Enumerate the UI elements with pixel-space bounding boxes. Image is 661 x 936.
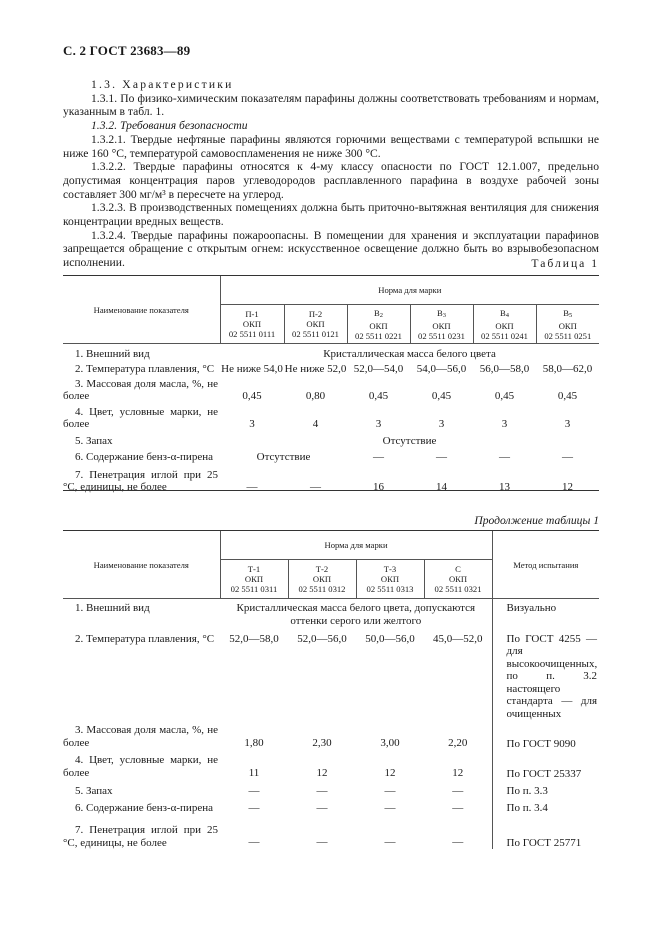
table-cell: — (316, 802, 328, 814)
okp-label: ОКП (380, 574, 400, 584)
paragraph: 1.3.2.4. Твердые парафины пожароопасны. В помещении для хранения и эксплуатации парафинов запрещается обращение с открытым огнем: искусственное освещение должно быть во взрывобезопасном исполнении. (63, 228, 599, 270)
column-header-name: Наименование показателя (63, 276, 220, 344)
table-cell: — (384, 802, 396, 814)
table-caption: Таблица 1 (531, 257, 599, 270)
table-row (63, 599, 599, 633)
grade-mark: С (455, 564, 461, 574)
grade-code: 02 5511 0241 (481, 330, 528, 341)
grade-mark: В (563, 307, 570, 318)
table-cell: — (436, 450, 447, 463)
okp-label: ОКП (312, 574, 332, 584)
grade-mark: Т-3 (383, 564, 397, 574)
grade-header (220, 305, 284, 344)
paragraph: 1.3.2.1. Твердые нефтяные парафины являются горючими веществами с температурой вспышки не ниже 160 °С, температурой самовоспламенения не ниже 300 °С. (63, 132, 599, 160)
cell-span: Отсутствие (256, 450, 311, 463)
table-cell: — (384, 836, 396, 848)
grade-code: 02 5511 0111 (228, 329, 276, 339)
cell-span: Кристаллическая масса белого цвета, допускаются оттенки серого или желтого (236, 602, 476, 627)
grade-code: 02 5511 0221 (355, 330, 402, 341)
grade-subscript: 5 (569, 311, 573, 319)
table-cell: — (452, 785, 464, 797)
table-cell: — (452, 802, 464, 814)
table-row (63, 780, 599, 799)
table-cell: Не ниже 54,0 (221, 362, 283, 375)
grade-code: 02 5511 0312 (298, 584, 346, 594)
grade-header (284, 305, 347, 344)
table-row (63, 361, 599, 378)
table-cell: 12 (452, 767, 464, 779)
table-cell: — (373, 450, 384, 463)
okp-label: ОКП (242, 319, 262, 329)
okp-label: ОКП (244, 574, 264, 584)
row-label: 7. Пенетрация иглой при 25 °С, единицы, не более (63, 824, 218, 849)
table-cell: 50,0—56,0 (365, 632, 415, 645)
table-cell: — (562, 450, 574, 463)
table-cell: 3,00 (380, 737, 400, 749)
grade-header (410, 305, 473, 344)
table-cell: 13 (499, 480, 510, 493)
okp-label: ОКП (558, 320, 577, 331)
okp-label: ОКП (495, 320, 514, 331)
table-cell: 11 (248, 767, 260, 779)
column-group-header: Норма для марки (220, 276, 599, 305)
paragraph: 1.3.2.2. Твердые парафины относятся к 4-му классу опасности по ГОСТ 12.1.007, предельно допустимая концентрация паров углеводородов расплавленного парафина в воздухе рабочей зоны составляет 300 мг/м³ в пересчете на углерод. (63, 160, 599, 201)
table-cell: 14 (436, 480, 447, 493)
table-row (63, 378, 599, 403)
table-cell: 16 (373, 480, 384, 493)
grade-header (473, 305, 536, 344)
table-row (63, 431, 599, 448)
paragraph: 1.3.1. По физико-химическим показателям парафины должны соответствовать требованиям и нормам, указанным в табл. 1. (63, 91, 599, 119)
table-cell: 0,80 (305, 389, 326, 402)
body-text (63, 78, 599, 270)
table-cell: — (316, 836, 328, 848)
table-cell: 52,0—54,0 (353, 362, 404, 375)
table-row (63, 819, 599, 849)
table-cell: — (248, 836, 260, 848)
method-cell: По ГОСТ 25771 (492, 819, 599, 849)
grade-mark: П-1 (245, 309, 259, 319)
table-cell: — (499, 450, 510, 463)
okp-label: ОКП (306, 319, 325, 329)
grade-mark: В (437, 307, 443, 318)
table-cell: 0,45 (368, 389, 389, 402)
table-caption: Продолжение таблицы 1 (474, 514, 599, 527)
grade-code: 02 5511 0313 (366, 584, 414, 594)
table-1-continued (63, 531, 599, 849)
column-header-method: Метод испытания (492, 531, 599, 599)
section-heading: 1.3. Характеристики (91, 78, 234, 91)
table-row (63, 750, 599, 780)
table-cell: 54,0—56,0 (416, 362, 467, 375)
row-label: 4. Цвет, условные марки, не более (63, 754, 218, 779)
grade-code: 02 5511 0231 (418, 330, 465, 341)
table-cell: 3 (438, 417, 445, 430)
table-row (63, 448, 599, 465)
grade-mark: П-2 (308, 309, 323, 319)
grade-mark: Т-2 (315, 564, 329, 574)
grade-header (347, 305, 410, 344)
row-label: 5. Запах (75, 434, 113, 447)
table-bottom-rule (63, 490, 599, 491)
grade-header (424, 560, 492, 599)
table-cell: — (452, 836, 464, 848)
table-cell: 52,0—58,0 (229, 632, 279, 645)
table-cell: — (384, 785, 396, 797)
section-heading: 1.3.2. Требования безопасности (91, 119, 248, 133)
table-cell: 12 (562, 480, 574, 493)
table-cell: 56,0—58,0 (479, 362, 530, 375)
row-label: 1. Внешний вид (75, 348, 150, 360)
okp-label: ОКП (432, 320, 451, 331)
row-label: 6. Содержание бенз-α-пирена (75, 450, 213, 463)
table-cell: 0,45 (242, 389, 262, 402)
column-header-name: Наименование показателя (63, 531, 220, 599)
table-cell: 0,45 (431, 389, 452, 402)
table-cell: 3 (564, 417, 571, 430)
cell-span: Отсутствие (382, 434, 437, 447)
cell-span: Кристаллическая масса белого цвета (323, 348, 496, 360)
paragraph: 1.3.2.3. В производственных помещениях должна быть приточно-вытяжная вентиляция для снижения концентрации вредных веществ. (63, 201, 599, 229)
row-label: 1. Внешний вид (75, 602, 150, 614)
row-label: 6. Содержание бенз-α-пирена (75, 802, 213, 814)
grade-code: 02 5511 0321 (434, 584, 482, 594)
table-cell: 58,0—62,0 (542, 362, 593, 375)
grade-subscript: 4 (505, 311, 509, 319)
method-cell: По п. 3.4 (492, 799, 599, 819)
row-label: 3. Массовая доля масла, %, не более (63, 724, 218, 749)
table-row (63, 633, 599, 721)
table-cell: 1,80 (244, 737, 264, 749)
table-cell: — (310, 480, 321, 493)
table-row (63, 720, 599, 750)
table-row (63, 344, 599, 361)
table-cell: 3 (249, 417, 255, 430)
grade-header (536, 305, 599, 344)
table-cell: 0,45 (557, 389, 578, 402)
column-group-header: Норма для марки (220, 531, 492, 560)
table-row (63, 403, 599, 431)
grade-header (288, 560, 356, 599)
table-cell: 0,45 (494, 389, 515, 402)
grade-code: 02 5511 0121 (292, 329, 339, 339)
table-cell: — (248, 785, 260, 797)
table-cell: — (316, 785, 328, 797)
row-label: 7. Пенетрация иглой при 25 °С, единицы, не более (63, 468, 218, 494)
table-row (63, 799, 599, 819)
row-label: 4. Цвет, условные марки, не более (63, 405, 218, 431)
okp-label: ОКП (448, 574, 468, 584)
method-cell: По ГОСТ 25337 (492, 750, 599, 780)
method-cell: По ГОСТ 4255 — для высокоочищенных, по п. 3.2 настоящего стандарта — для очищенных (492, 633, 599, 721)
grade-mark: В (500, 307, 506, 318)
page-header: С. 2 ГОСТ 23683—89 (63, 43, 191, 58)
table-1 (63, 276, 599, 494)
table-cell: 45,0—52,0 (433, 632, 483, 645)
table-cell: 3 (375, 417, 382, 430)
table-cell: 52,0—56,0 (297, 632, 347, 645)
grade-code: 02 5511 0251 (544, 330, 592, 341)
row-label: 2. Температура плавления, °С (75, 632, 215, 645)
table-cell: — (246, 480, 258, 493)
table-cell: — (248, 802, 260, 814)
grade-code: 02 5511 0311 (230, 584, 278, 594)
okp-label: ОКП (369, 320, 388, 331)
method-cell: По п. 3.3 (492, 780, 599, 799)
table-cell: 2,20 (448, 737, 468, 749)
grade-mark: В (374, 307, 380, 318)
grade-subscript: 2 (379, 311, 383, 319)
table-cell: 2,30 (312, 737, 332, 749)
table-cell: 12 (384, 767, 396, 779)
grade-header (356, 560, 424, 599)
row-label: 2. Температура плавления, °С (75, 362, 215, 375)
row-label: 3. Массовая доля масла, %, не более (63, 377, 218, 403)
table-cell: 3 (501, 417, 508, 430)
method-cell: Визуально (492, 599, 599, 633)
grade-mark: Т-1 (247, 564, 261, 574)
table-cell: 4 (312, 417, 319, 430)
row-label: 5. Запах (75, 785, 113, 797)
table-cell: Не ниже 52,0 (284, 362, 347, 375)
method-cell: По ГОСТ 9090 (492, 720, 599, 750)
table-cell: 12 (316, 767, 328, 779)
grade-header (220, 560, 288, 599)
grade-subscript: 3 (442, 311, 446, 319)
